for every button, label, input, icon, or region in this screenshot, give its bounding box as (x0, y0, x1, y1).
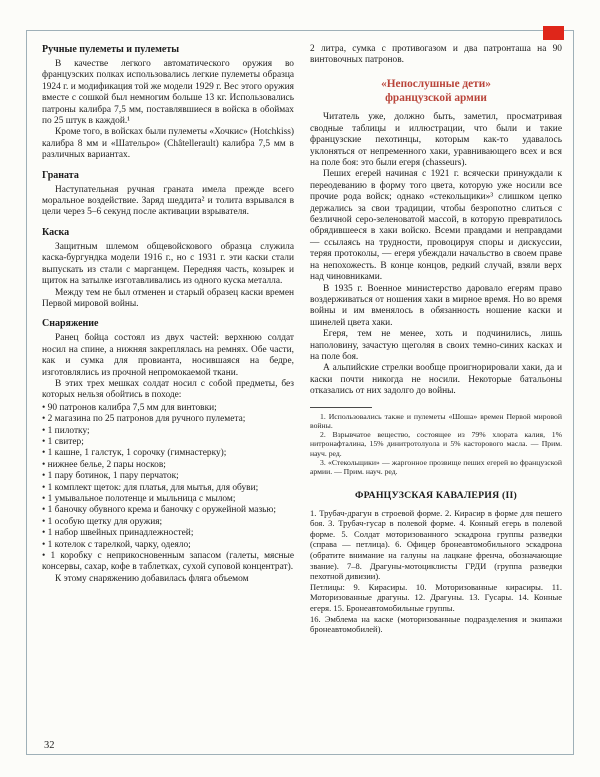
list-item: • 1 коробку с неприкосновенным запасом (галеты, мясные консервы, сахар, кофе в таблетках, сухой суповой концентрат). (42, 551, 294, 574)
right-column (310, 44, 562, 743)
list-item: • 1 особую щетку для оружия; (42, 517, 294, 528)
list-item: • 1 котелок с тарелкой, чарку, одеяло; (42, 540, 294, 551)
footnote-divider (310, 407, 372, 408)
equipment-list (42, 403, 294, 574)
feature-title-line1: «Непослушные дети» (381, 77, 491, 90)
list-item: • 1 комплект щеток: для платья, для мытья, для обуви; (42, 483, 294, 494)
paragraph: Между тем не был отменен и старый образец каски времен Первой мировой войны. (42, 287, 294, 309)
continuation-paragraph: 2 литра, сумка с противогазом и два патронташа на 90 винтовочных патронов. (310, 44, 562, 66)
page-number: 32 (44, 740, 55, 751)
paragraph: А альпийские стрелки вообще проигнорировали хаки, да и каски почти никогда не носили. Некоторые батальоны отказались от них задолго до войны. (310, 363, 562, 397)
paragraph: В этих трех мешках солдат носил с собой предметы, без которых нельзя обойтись в походе: (42, 378, 294, 401)
paragraph: Защитным шлемом общевойскового образца служила каска-бургундка модели 1916 г., но с 1931 г. эти каски стали выпускать из стали с марганцем. Передняя часть, козырек и щиток на затылке изготавливались из одного куска металла. (42, 241, 294, 287)
plate-caption: Петлицы: 9. Кирасиры. 10. Моторизованные кирасиры. 11. Моторизованные драгуны. 12. Драгуны. 13. Гусары. 14. Конные егеря. 15. Бронеавтомобильные группы. (310, 581, 562, 613)
cavalry-plate-heading: ФРАНЦУЗСКАЯ КАВАЛЕРИЯ (II) (355, 489, 517, 501)
red-corner-marker (543, 26, 564, 40)
page-content (42, 44, 562, 743)
plate-caption: 1. Трубач-драгун в строевой форме. 2. Кирасир в форме для пешего боя. 3. Трубач-гусар в полевой форме. 4. Конный егерь в полевой форме. 5. Солдат моторизованного эскадрона группы разведки (справа — петлица). 6. Офицер бронеавтомобильного эскадрона (обратите внимание на галуны на лацкане френча, обозначающие звание). 7–8. Драгуны-мотоциклисты ГРДИ (группа разведки пехотной дивизии). (310, 507, 562, 582)
footnote: 3. «Стекольщики» — жаргонное прозвище пеших егерей во французской армии. — Прим. науч. ред. (310, 458, 562, 477)
list-item: • 1 набор швейных принадлежностей; (42, 528, 294, 539)
section-heading-grenade: Граната (42, 169, 79, 181)
list-item: • 1 кашне, 1 галстук, 1 сорочку (гимнастерку); (42, 448, 294, 459)
paragraph: Кроме того, в войсках были пулеметы «Хочкис» (Hotchkiss) калибра 8 мм и «Шательро» (Châtellerault) калибра 7,5 мм в различных вариантах. (42, 127, 294, 161)
paragraph: К этому снаряжению добавилась фляга объемом (55, 573, 249, 584)
paragraph: В 1935 г. Военное министерство даровало егерям право воздерживаться от ношения хаки в мирное время. Но во время войны и им вменялось в обязанность ношение каски и шинелей цвета хаки. (310, 283, 562, 328)
section-heading-helmet: Каска (42, 226, 70, 238)
paragraph: В качестве легкого автоматического оружия во французских полках использовались легкие пулеметы образца 1924 г. и модификация той же модели 1929 г. Вес этого оружия вместе с сошкой был немногим больше 13 кг. Использовались патроны калибра 7,5 мм, поставлявшиеся в войска в обоймах по 25 штук в каждой.¹ (42, 59, 294, 127)
paragraph: Пеших егерей начиная с 1921 г. всячески принуждали к переодеванию в форму того цвета, которую уже носили все прочие рода войск; однако «стекольщики»³ слишком цепко держались за свои традиции, чтобы безропотно слиться с безличной серо-зеленоватой массой, в которую превратилось обрядившееся в хаки войско. Всеми правдами и неправдами — ссылаясь на трудности, провоцируя споры и дискуссии, теряя протоколы, — егеря убеждали начальство в своем праве на непохожесть. В конце концов, редкий случай, взяли верх над чиновниками. (310, 169, 562, 283)
list-item: • нижнее белье, 2 пары носков; (42, 460, 294, 471)
left-column (42, 44, 294, 743)
paragraph: Егеря, тем не менее, хоть и подчинились, лишь наполовину, зачастую щеголяя в своих темно-синих касках и на поле боя. (310, 329, 562, 362)
list-item: • 1 баночку обувного крема и баночку с оружейной мазью; (42, 505, 294, 516)
plate-caption: 16. Эмблема на каске (моторизованные подразделения и экипажи бронеавтомобилей). (310, 613, 562, 635)
section-heading-machineguns: Ручные пулеметы и пулеметы (42, 44, 180, 55)
paragraph: Ранец бойца состоял из двух частей: верхнюю солдат носил на спине, а нижняя закреплялась на ремнях. Обе части, как и сумка для провианта, носившаяся на бедре, изготовлялись из прочной непромокаемой ткани. (42, 333, 294, 378)
list-item: • 2 магазина по 25 патронов для ручного пулемета; (42, 414, 294, 425)
list-item: • 1 пилотку; (42, 426, 294, 437)
feature-title (310, 78, 562, 106)
list-item: • 1 умывальное полотенце и мыльница с мылом; (42, 494, 294, 505)
footnote: 2. Взрывчатое вещество, состоящее из 79% хлората калия, 1% нитронафталина, 15% динитротолуола и 5% касторового масла. — Прим. науч. ред. (310, 430, 562, 458)
section-heading-equipment: Снаряжение (42, 318, 99, 330)
paragraph: Наступательная ручная граната имела прежде всего моральное воздействие. Заряд шеддита² и толита взрывался в цели через 5–6 секунд после активации взрывателя. (42, 184, 294, 218)
feature-title-line2: французской армии (385, 91, 487, 104)
list-item: • 1 свитер; (42, 437, 294, 448)
paragraph: Читатель уже, должно быть, заметил, просматривая сводные таблицы и иллюстрации, что были и такие французские пехотинцы, которым как-то удавалось уклоняться от непременного хаки, уравнивающего всех и вся на поле боя: это были егеря (chasseurs). (310, 112, 562, 169)
list-item: • 90 патронов калибра 7,5 мм для винтовки; (42, 403, 294, 414)
footnote: 1. Использовались также и пулеметы «Шоша» времен Первой мировой войны. (310, 411, 562, 430)
list-item: • 1 пару ботинок, 1 пару перчаток; (42, 471, 294, 482)
